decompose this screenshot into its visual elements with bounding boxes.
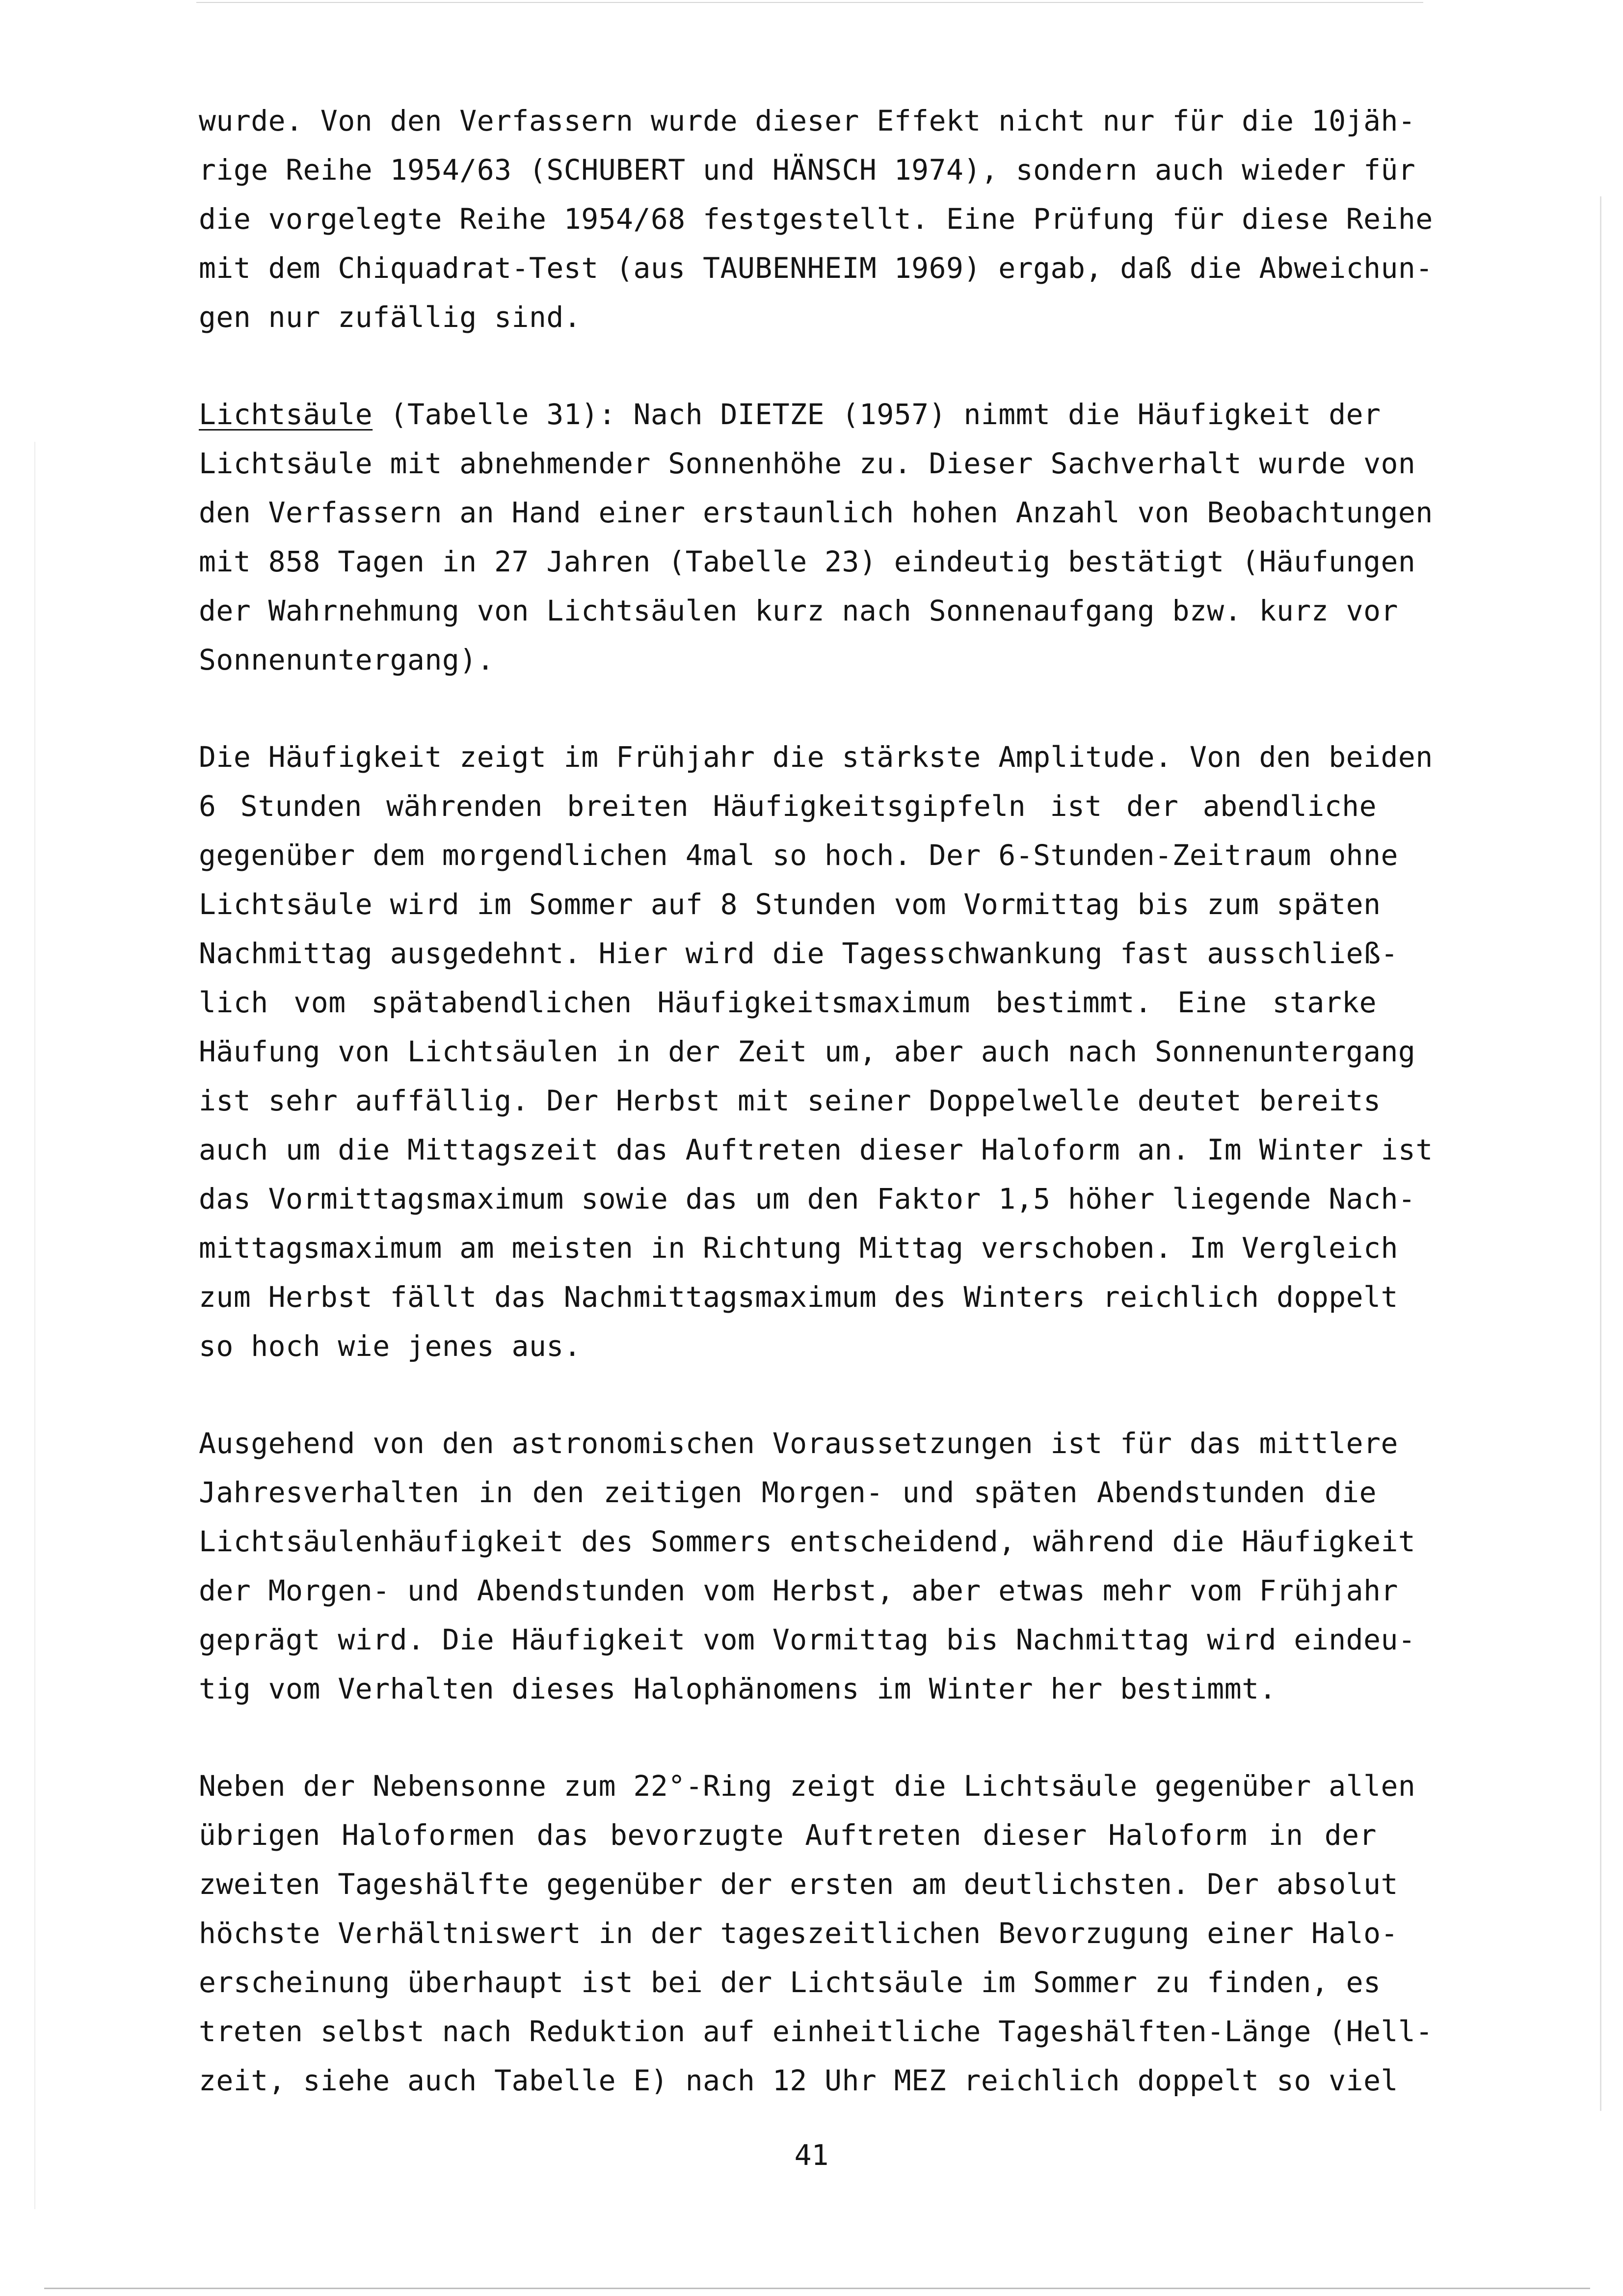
- text-line: gegenüber dem morgendlichen 4mal so hoch. Der 6-Stunden-Zeitraum ohne: [199, 838, 1398, 872]
- text-line: höchste Verhältniswert in der tageszeitlichen Bevorzugung einer Halo-: [199, 1917, 1398, 1950]
- text-line: den Verfassern an Hand einer erstaunlich hohen Anzahl von Beobachtungen: [199, 496, 1433, 529]
- text-line: der Morgen- und Abendstunden vom Herbst, aber etwas mehr vom Frühjahr: [199, 1574, 1398, 1607]
- text-line: rige Reihe 1954/63 (SCHUBERT und HÄNSCH 1974), sondern auch wieder für: [199, 153, 1416, 187]
- text-line: Jahresverhalten in den zeitigen Morgen- und späten Abendstunden die: [199, 1476, 1377, 1509]
- text-line: Sonnenuntergang).: [199, 643, 495, 676]
- scan-edge-left: [34, 442, 35, 2209]
- paragraph-1: [199, 96, 1433, 342]
- scan-edge-top: [196, 2, 1423, 3]
- text-line: der Wahrnehmung von Lichtsäulen kurz nach Sonnenaufgang bzw. kurz vor: [199, 594, 1398, 627]
- scan-edge-bottom: [44, 2288, 1590, 2289]
- text-line: Ausgehend von den astronomischen Voraussetzungen ist für das mittlere: [199, 1427, 1398, 1460]
- paragraph-3: [199, 732, 1433, 1371]
- text-line: 6 Stunden währenden breiten Häufigkeitsgipfeln ist der abendliche: [199, 789, 1377, 823]
- text-line: Lichtsäule mit abnehmender Sonnenhöhe zu. Dieser Sachverhalt wurde von: [199, 447, 1416, 480]
- text-line: wurde. Von den Verfassern wurde dieser Effekt nicht nur für die 10jäh-: [199, 104, 1416, 137]
- text-line: Lichtsäule wird im Sommer auf 8 Stunden vom Vormittag bis zum späten: [199, 888, 1381, 921]
- text-line: geprägt wird. Die Häufigkeit vom Vormittag bis Nachmittag wird eindeu-: [199, 1623, 1416, 1656]
- text-line: die vorgelegte Reihe 1954/68 festgestellt. Eine Prüfung für diese Reihe: [199, 202, 1433, 236]
- text-line: ist sehr auffällig. Der Herbst mit seiner Doppelwelle deutet bereits: [199, 1084, 1381, 1117]
- paragraph-4: [199, 1419, 1416, 1713]
- text-line: erscheinung überhaupt ist bei der Lichtsäule im Sommer zu finden, es: [199, 1966, 1381, 1999]
- text-line: [199, 390, 1381, 439]
- text-line: Nachmittag ausgedehnt. Hier wird die Tagesschwankung fast ausschließ-: [199, 937, 1398, 970]
- text-line-rest: (Tabelle 31): Nach DIETZE (1957) nimmt die Häufigkeit der: [372, 398, 1381, 431]
- text-line: mit 858 Tagen in 27 Jahren (Tabelle 23) eindeutig bestätigt (Häufungen: [199, 545, 1416, 578]
- body-text: [199, 96, 1433, 2153]
- text-line: gen nur zufällig sind.: [199, 300, 582, 334]
- text-line: lich vom spätabendlichen Häufigkeitsmaximum bestimmt. Eine starke: [199, 986, 1377, 1019]
- text-line: Häufung von Lichtsäulen in der Zeit um, aber auch nach Sonnenuntergang: [199, 1035, 1416, 1068]
- text-line: Neben der Nebensonne zum 22°-Ring zeigt die Lichtsäule gegenüber allen: [199, 1769, 1416, 1803]
- scan-edge-right: [1600, 196, 1601, 2111]
- text-line: zum Herbst fällt das Nachmittagsmaximum des Winters reichlich doppelt: [199, 1280, 1398, 1314]
- text-line: so hoch wie jenes aus.: [199, 1329, 582, 1363]
- text-line: mittagsmaximum am meisten in Richtung Mittag verschoben. Im Vergleich: [199, 1231, 1398, 1265]
- text-line: Die Häufigkeit zeigt im Frühjahr die stärkste Amplitude. Von den beiden: [199, 740, 1433, 774]
- text-line: übrigen Haloformen das bevorzugte Auftreten dieser Haloform in der: [199, 1818, 1377, 1852]
- text-line: zeit, siehe auch Tabelle E) nach 12 Uhr MEZ reichlich doppelt so viel: [199, 2064, 1398, 2097]
- text-line: mit dem Chiquadrat-Test (aus TAUBENHEIM 1969) ergab, daß die Abweichun-: [199, 251, 1433, 285]
- text-line: Lichtsäulenhäufigkeit des Sommers entscheidend, während die Häufigkeit: [199, 1525, 1416, 1558]
- text-line: zweiten Tageshälfte gegenüber der ersten am deutlichsten. Der absolut: [199, 1867, 1398, 1901]
- text-line: treten selbst nach Reduktion auf einheitliche Tageshälften-Länge (Hell-: [199, 2015, 1433, 2048]
- text-line: auch um die Mittagszeit das Auftreten dieser Haloform an. Im Winter ist: [199, 1133, 1433, 1166]
- section-heading: Lichtsäule: [199, 398, 373, 431]
- paragraph-lichtsaeule: [199, 390, 1433, 684]
- text-line: das Vormittagsmaximum sowie das um den Faktor 1,5 höher liegende Nach-: [199, 1182, 1416, 1216]
- paragraph-5: [199, 1761, 1433, 2105]
- text-line: tig vom Verhalten dieses Halophänomens im Winter her bestimmt.: [199, 1672, 1277, 1705]
- page-number: 41: [794, 2138, 829, 2172]
